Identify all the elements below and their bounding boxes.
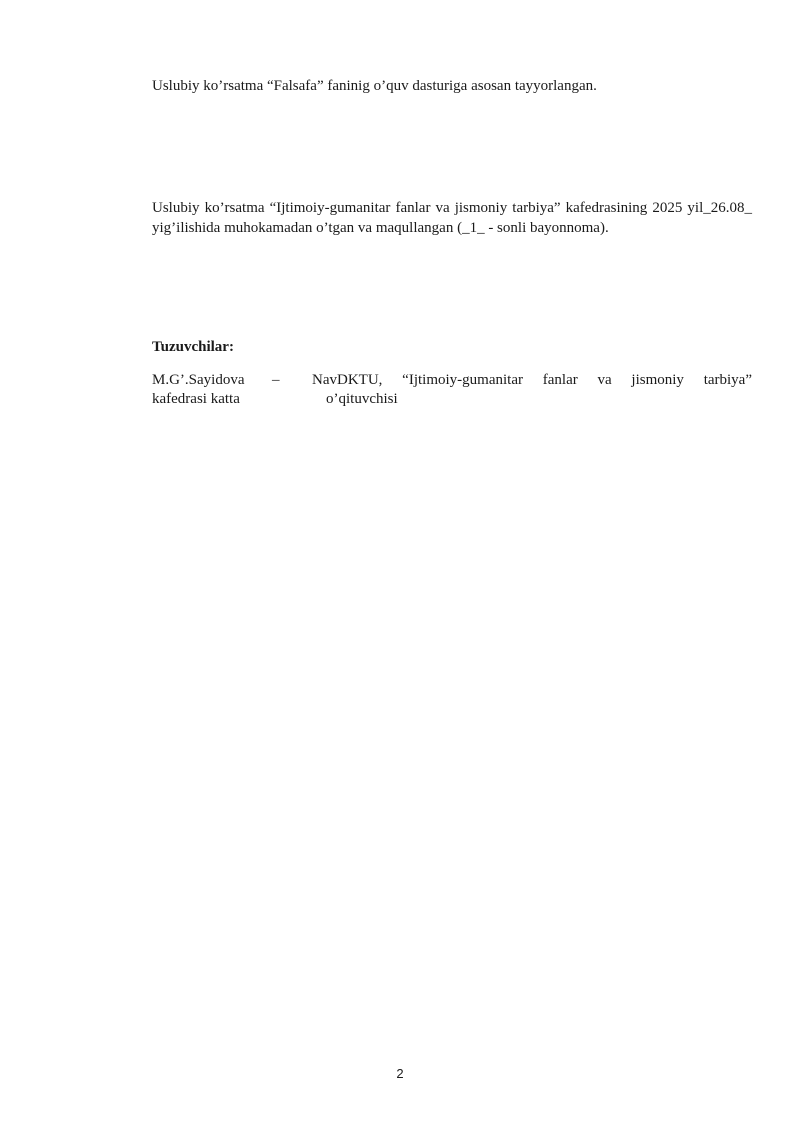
author-position-part-2: o’qituvchisi: [326, 391, 398, 407]
author-affiliation: NavDKTU, “Ijtimoiy-gumanitar fanlar va jismoniy tarbiya”: [312, 372, 752, 388]
intro-paragraph: Uslubiy ko’rsatma “Falsafa” faninig o’quv dasturiga asosan tayyorlangan.: [152, 78, 597, 94]
approval-paragraph: Uslubiy ko’rsatma “Ijtimoiy-gumanitar fanlar va jismoniy tarbiya” kafedrasining 2025 yil_26.08_ yig’ilishida muhokamadan o’tgan va maqullangan (_1_ - sonli bayonnoma).: [152, 200, 752, 236]
author-name: M.G’.Sayidova: [152, 372, 245, 388]
author-position-part-1: kafedrasi katta: [152, 391, 240, 407]
page-number: 2: [396, 1066, 404, 1081]
compilers-heading: Tuzuvchilar:: [152, 339, 234, 355]
author-dash: –: [272, 372, 280, 388]
